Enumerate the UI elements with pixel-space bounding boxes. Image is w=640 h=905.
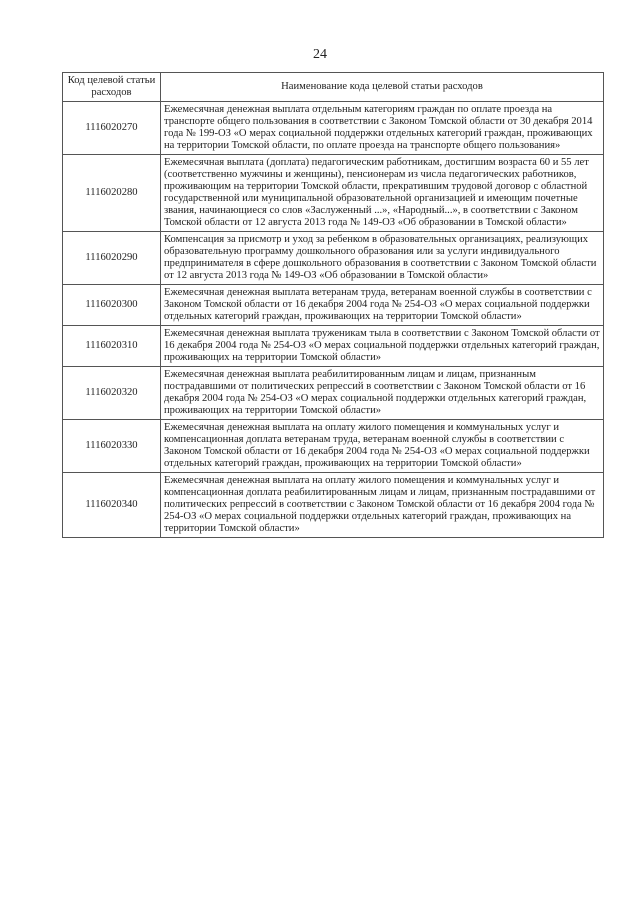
header-name-cell: Наименование кода целевой статьи расходов <box>281 81 483 92</box>
name-cell: Ежемесячная выплата (доплата) педагогическим работникам, достигшим возраста 60 и 55 лет (соответственно мужчины и женщины), пенсионерам из числа педагогических работников, проживающим на территории Томской области, прекратившим трудовой договор с областной государственной или муниципальной образовательной организацией и имеющим почетные звания, начинающиеся со слов «Заслуженный ...», «Народный...», в соответствии с Законом Томской области от 12 августа 2013 года № 149-ОЗ «Об образовании в Томской области» <box>164 157 589 228</box>
page-number: 24 <box>313 47 327 62</box>
code-cell: 1116020320 <box>63 367 161 419</box>
code-cell: 1116020270 <box>63 102 161 154</box>
code-cell: 1116020280 <box>63 155 161 231</box>
table-row <box>63 472 603 537</box>
budget-code-table <box>62 72 604 538</box>
name-cell: Ежемесячная денежная выплата на оплату жилого помещения и коммунальных услуг и компенсационная доплата реабилитированным лицам и лицам, признанным пострадавшими от политических репрессий в соответствии с Законом Томской области от 16 декабря 2004 года № 254-ОЗ «О мерах социальной поддержки отдельных категорий граждан, проживающих на территории Томской области» <box>164 475 596 534</box>
table-row <box>63 101 603 154</box>
name-cell: Ежемесячная денежная выплата труженикам тыла в соответствии с Законом Томской области от 16 декабря 2004 года № 254-ОЗ «О мерах социальной поддержки отдельных категорий граждан, проживающих на территории Томской области» <box>164 328 600 363</box>
table-row <box>63 419 603 472</box>
code-cell: 1116020300 <box>63 285 161 325</box>
table-header-row <box>63 73 603 101</box>
name-cell: Компенсация за присмотр и уход за ребенком в образовательных организациях, реализующих образовательную программу дошкольного образования или за услуги индивидуального предпринимателя в сфере дошкольного образования в соответствии с Законом Томской области от 12 августа 2013 года № 149-ОЗ «Об образовании в Томской области» <box>164 234 597 281</box>
code-cell: 1116020340 <box>63 473 161 537</box>
table-row <box>63 366 603 419</box>
name-cell: Ежемесячная денежная выплата реабилитированным лицам и лицам, признанным пострадавшими от политических репрессий в соответствии с Законом Томской области от 16 декабря 2004 года № 254-ОЗ «О мерах социальной поддержки отдельных категорий граждан, проживающих на территории Томской области» <box>164 369 587 416</box>
table-row <box>63 154 603 231</box>
table-row <box>63 231 603 284</box>
name-cell: Ежемесячная денежная выплата на оплату жилого помещения и коммунальных услуг и компенсационная доплата ветеранам труда, ветеранам военной службы в соответствии с Законом Томской области от 16 декабря 2004 года № 254-ОЗ «О мерах социальной поддержки отдельных категорий граждан, проживающих на территории Томской области» <box>164 422 590 469</box>
code-cell: 1116020290 <box>63 232 161 284</box>
code-cell: 1116020310 <box>63 326 161 366</box>
table-row <box>63 325 603 366</box>
header-code-cell: Код целевой статьи расходов <box>63 73 161 101</box>
table-row <box>63 284 603 325</box>
name-cell: Ежемесячная денежная выплата ветеранам труда, ветеранам военной службы в соответствии с Законом Томской области от 16 декабря 2004 года № 254-ОЗ «О мерах социальной поддержки отдельных категорий граждан, проживающих на территории Томской области» <box>164 287 592 322</box>
name-cell: Ежемесячная денежная выплата отдельным категориям граждан по оплате проезда на транспорте общего пользования в соответствии с Законом Томской области от 30 декабря 2014 года № 199-ОЗ «О мерах социальной поддержки отдельных категорий граждан, проживающих на территории Томской области, по оплате проезда на транспорте общего пользования» <box>164 104 593 151</box>
code-cell: 1116020330 <box>63 420 161 472</box>
